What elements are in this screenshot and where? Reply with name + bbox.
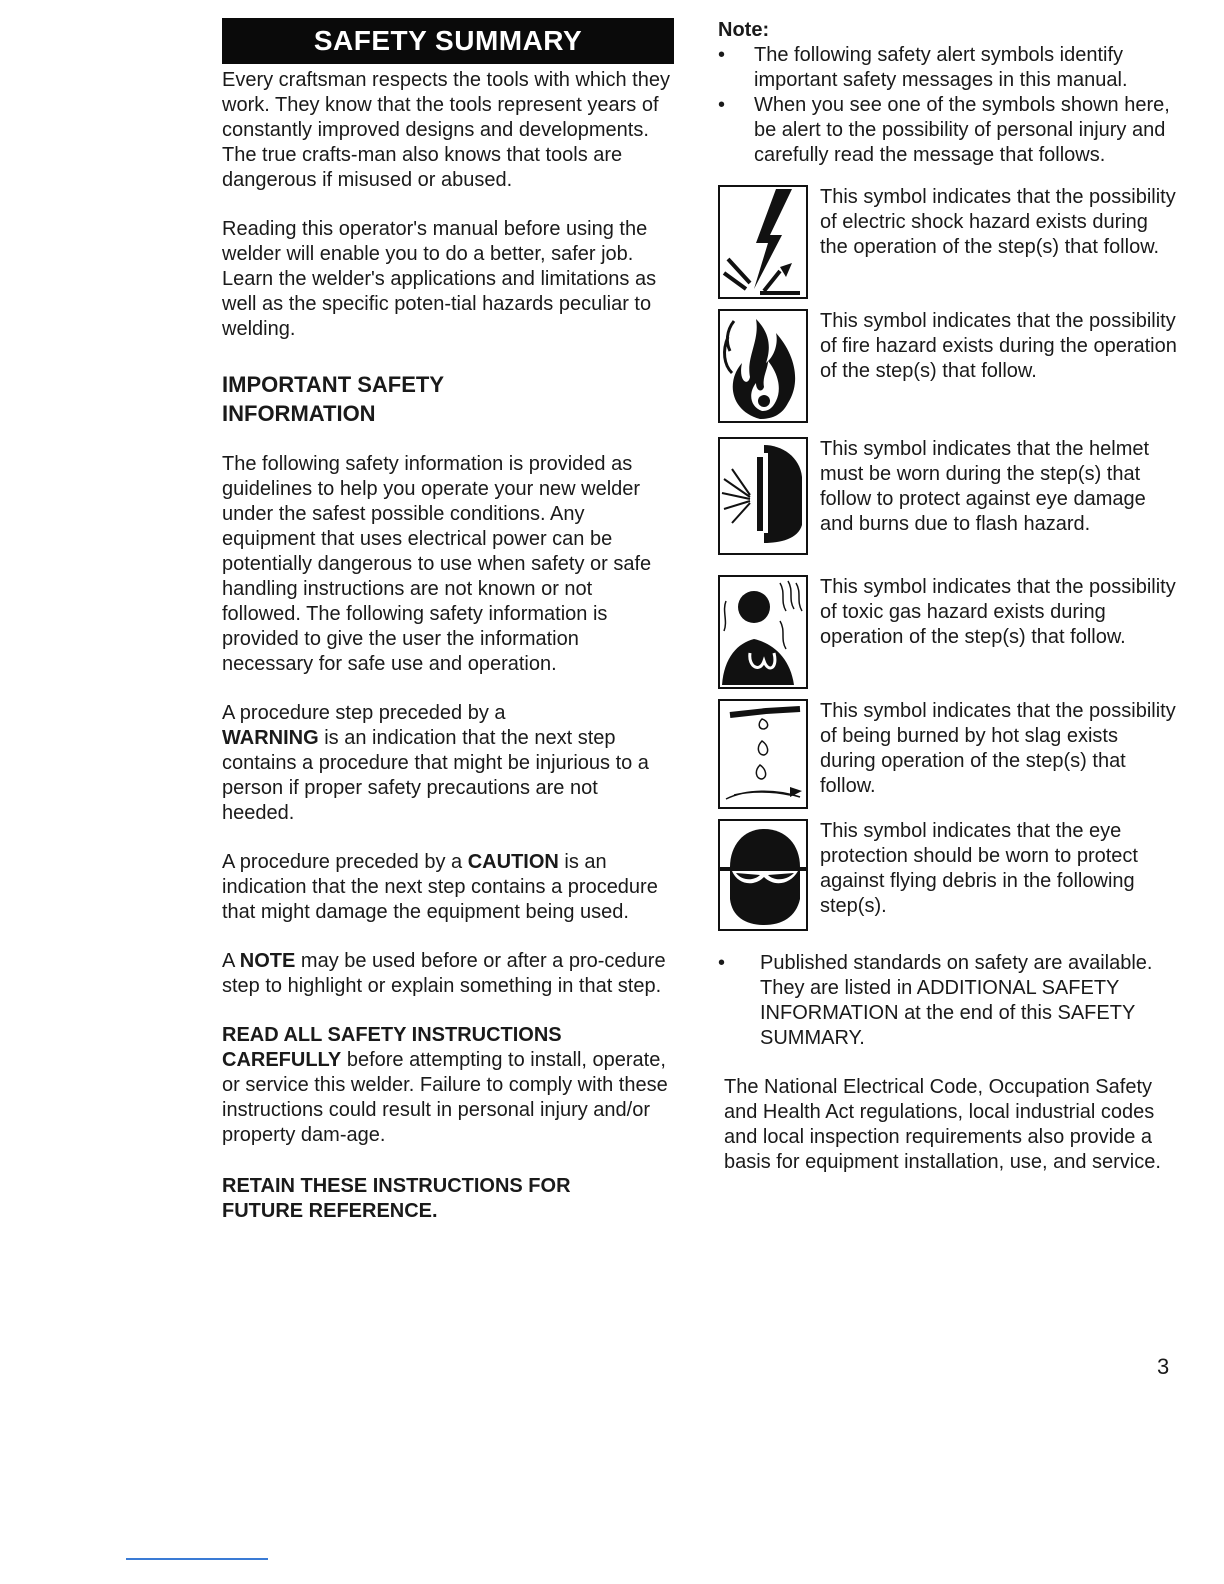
symbol-text-electric-shock: This symbol indicates that the possibility of electric shock hazard exists during the operation of the step(s) that follow.: [820, 186, 1176, 258]
read-post: before attempting to install, operate, or service this welder. Failure to comply with these instructions could result in personal injury and/or property dam-age.: [222, 1049, 668, 1146]
welding-helmet-icon: [718, 437, 808, 555]
toxic-gas-icon: [718, 575, 808, 689]
caution-word: CAUTION: [467, 851, 559, 873]
symbol-row-hot-slag: [718, 699, 1178, 809]
important-safety-heading: [222, 370, 674, 428]
warning-post: is an indication that the next step contains a procedure that might be injurious to a person if proper safety precautions are not heeded.: [222, 727, 649, 824]
warning-word: WARNING: [222, 727, 319, 749]
note-post: may be used before or after a pro-cedure step to highlight or explain something in that step.: [222, 950, 666, 997]
note-paragraph: [222, 949, 674, 999]
symbol-text-toxic-gas: This symbol indicates that the possibility of toxic gas hazard exists during operation of the step(s) that follow.: [820, 576, 1176, 648]
note-pre: A: [222, 950, 240, 972]
page-number: 3: [1157, 1354, 1170, 1379]
retain-instructions: [222, 1174, 674, 1224]
left-column: [222, 18, 674, 1224]
standards-bullet: • Published standards on safety are available. They are listed in ADDITIONAL SAFETY INFORMATION at the end of this SAFETY SUMMARY.: [718, 951, 1178, 1051]
read-instructions-paragraph: [222, 1023, 674, 1148]
caution-pre: A procedure preceded by a: [222, 851, 468, 873]
read-bold-line-1: READ ALL SAFETY INSTRUCTIONS: [222, 1024, 562, 1046]
symbol-text-hot-slag: This symbol indicates that the possibility of being burned by hot slag exists during operation of the step(s) that follow.: [820, 700, 1176, 797]
symbol-row-fire: [718, 309, 1178, 423]
symbol-row-electric-shock: [718, 185, 1178, 299]
electric-shock-icon: [718, 185, 808, 299]
symbol-text-eye-protection: This symbol indicates that the eye protection should be worn to protect against flying debris in the following step(s).: [820, 820, 1138, 917]
symbol-row-toxic-gas: [718, 575, 1178, 689]
note-title: Note:: [718, 19, 770, 41]
right-column: [718, 18, 1178, 1175]
retain-line-2: FUTURE REFERENCE.: [222, 1200, 438, 1222]
note-bullet-1: • The following safety alert symbols identify important safety messages in this manual.: [718, 43, 1178, 93]
caution-paragraph: [222, 850, 674, 925]
eye-protection-icon: [718, 819, 808, 931]
closing-paragraph: The National Electrical Code, Occupation Safety and Health Act regulations, local industrial codes and local inspection requirements also provide a basis for equipment installation, use, and service.: [724, 1076, 1161, 1173]
symbol-text-fire: This symbol indicates that the possibility of fire hazard exists during the operation of the step(s) that follow.: [820, 310, 1177, 382]
symbol-row-eye-protection: [718, 819, 1178, 931]
hot-slag-icon: [718, 699, 808, 809]
warning-paragraph: [222, 701, 674, 826]
important-heading-line-2: INFORMATION: [222, 401, 376, 426]
section-title: SAFETY SUMMARY: [222, 18, 674, 64]
note-word: NOTE: [239, 950, 296, 972]
important-heading-line-1: IMPORTANT SAFETY: [222, 372, 445, 397]
note-bullets: [718, 43, 1178, 168]
footer-divider: [126, 1558, 268, 1560]
intro-paragraph-2: Reading this operator's manual before using the welder will enable you to do a better, safer job. Learn the welder's applications and limitations as well as the specific poten-tial hazards peculiar to welding.: [222, 218, 657, 340]
fire-hazard-icon: [718, 309, 808, 423]
safety-info-paragraph: The following safety information is provided as guidelines to help you operate your new welder under the safest possible conditions. Any equipment that uses electrical power can be potentially dangerous to use when safety or safe handling instructions are not known or not followed. The following safety information is provided to give the user the information necessary for safe use and operation.: [222, 453, 652, 675]
retain-line-1: RETAIN THESE INSTRUCTIONS FOR: [222, 1175, 571, 1197]
intro-paragraph-1: Every craftsman respects the tools with which they work. They know that the tools represent years of constantly improved designs and developments. The true crafts-man also knows that tools are dangerous if misused or abused.: [222, 69, 670, 191]
caution-post: is an indication that the next step contains a procedure that might damage the equipment being used.: [222, 851, 658, 923]
symbol-text-helmet: This symbol indicates that the helmet must be worn during the step(s) that follow to protect against eye damage and burns due to flash hazard.: [820, 438, 1150, 535]
symbol-row-helmet: [718, 437, 1178, 555]
standards-bullets: [718, 951, 1178, 1051]
warning-pre: A procedure step preceded by a: [222, 702, 506, 724]
note-bullet-2: • When you see one of the symbols shown here, be alert to the possibility of personal injury and carefully read the message that follows.: [718, 93, 1178, 168]
read-bold-line-2: CAREFULLY: [222, 1049, 342, 1071]
